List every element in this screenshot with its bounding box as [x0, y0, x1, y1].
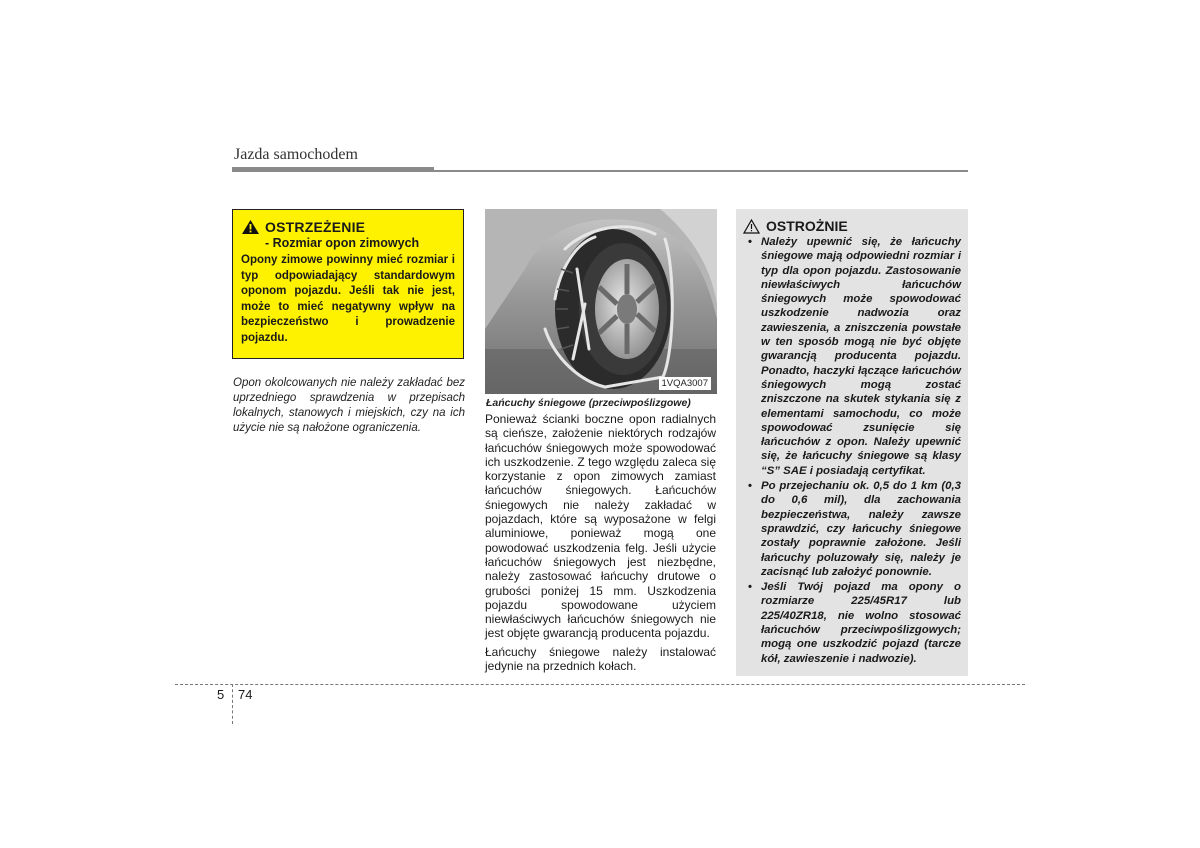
caution-box — [736, 209, 968, 676]
caution-item: • Jeśli Twój pojazd ma opony o rozmiarze 225/45R17 lub 225/40ZR18, nie wolno stosować łańcuchów przeciwpoślizgowych; mogą one uszkodzić pojazd (tarcze kół, zawieszenie i nadwozie). — [748, 581, 961, 665]
footer-rule — [175, 684, 1025, 685]
warning-subtitle: - Rozmiar opon zimowych — [265, 236, 420, 250]
warning-header — [241, 219, 455, 235]
caution-item: • Po przejechaniu ok. 0,5 do 1 km (0,3 do 0,6 mil), dla zachowania bezpieczeństwa, należy zawsze sprawdzić, czy łańcuchy śniegowe zostały poprawnie założone. Jeśli łańcuchy poluzowały się, należy je zacisnąć lub założyć ponownie. — [748, 480, 961, 578]
caution-item: • Należy upewnić się, że łańcuchy śniegowe mają odpowiedni rozmiar i typ dla opon pojazdu. Zastosowanie niewłaściwych łańcuchów śniegowych może spowodować uszkodzenie nadwozia oraz zawieszenia, a zniszczenia powstałe w ten sposób mogą nie być objęte gwarancją producenta pojazdu. Ponadto, haczyki łączące łańcuchów śniegowych mogą zostać zniszczone na skutek stykania się z elementami samochodu, co może spowodować zsunięcie się łańcuchów z opon. Należy upewnić się, że łańcuchy śniegowe są klasy “S” SAE i posiadają certyfikat. — [748, 236, 961, 477]
warning-body: Opony zimowe powinny mieć rozmiar i typ odpowiadający standardowym oponom pojazdu. Jeśli tak nie jest, może to mieć negatywny wpływ na bezpieczeństwo i prowadzenie pojazdu. — [241, 254, 455, 344]
figure-caption: Łańcuchy śniegowe (przeciwpoślizgowe) — [486, 397, 691, 409]
bullet-icon: • — [748, 236, 752, 248]
header-rule-thick — [232, 167, 434, 172]
caution-header — [743, 218, 961, 234]
warning-title: OSTRZEŻENIE — [265, 219, 366, 235]
footer-vertical-rule — [232, 684, 233, 724]
figure-code: 1VQA3007 — [659, 377, 711, 390]
caution-title: OSTROŻNIE — [766, 218, 848, 234]
bullet-icon: • — [748, 581, 752, 594]
warning-box — [232, 209, 464, 359]
body-paragraph: Łańcuchy śniegowe należy instalować jedynie na przednich kołach. — [485, 644, 716, 674]
chapter-number: 5 — [217, 687, 225, 702]
chapter-title: Jazda samochodem — [234, 146, 358, 163]
snow-chain-photo — [485, 209, 717, 394]
body-paragraph: Ponieważ ścianki boczne opon radialnych są cieńsze, założenie niektórych rodzajów łańcuchów śniegowych może spowodować ich uszkodzenie. Z tego względu zaleca się korzystanie z opon zimowych zamiast łańcuchów śniegowych. Łańcuchów śniegowych nie należy zakładać w pojazdach, które są wyposażone w felgi aluminiowe, ponieważ mogą one powodować uszkodzenia felg. Jeśli użycie łańcuchów śniegowych jest niezbędne, należy zastosować łańcuchy drutowe o grubości poniżej 15 mm. Uszkodzenia pojazdu spowodowane użyciem niewłaściwych łańcuchów śniegowych nie jest objęte gwarancją producenta pojazdu. — [485, 412, 716, 641]
body-text — [485, 412, 716, 677]
studded-tires-note: Opon okolcowanych nie należy zakładać bez uprzedniego sprawdzenia w przepisach lokalnych, stanowych i miejskich, czy na ich użycie nie są nałożone ograniczenia. — [233, 377, 465, 434]
page-number: 74 — [238, 687, 253, 702]
warning-triangle-icon — [241, 219, 260, 235]
caution-list — [743, 235, 961, 666]
caution-triangle-icon — [743, 219, 760, 234]
header-rule-thin — [434, 170, 968, 172]
bullet-icon: • — [748, 480, 752, 493]
